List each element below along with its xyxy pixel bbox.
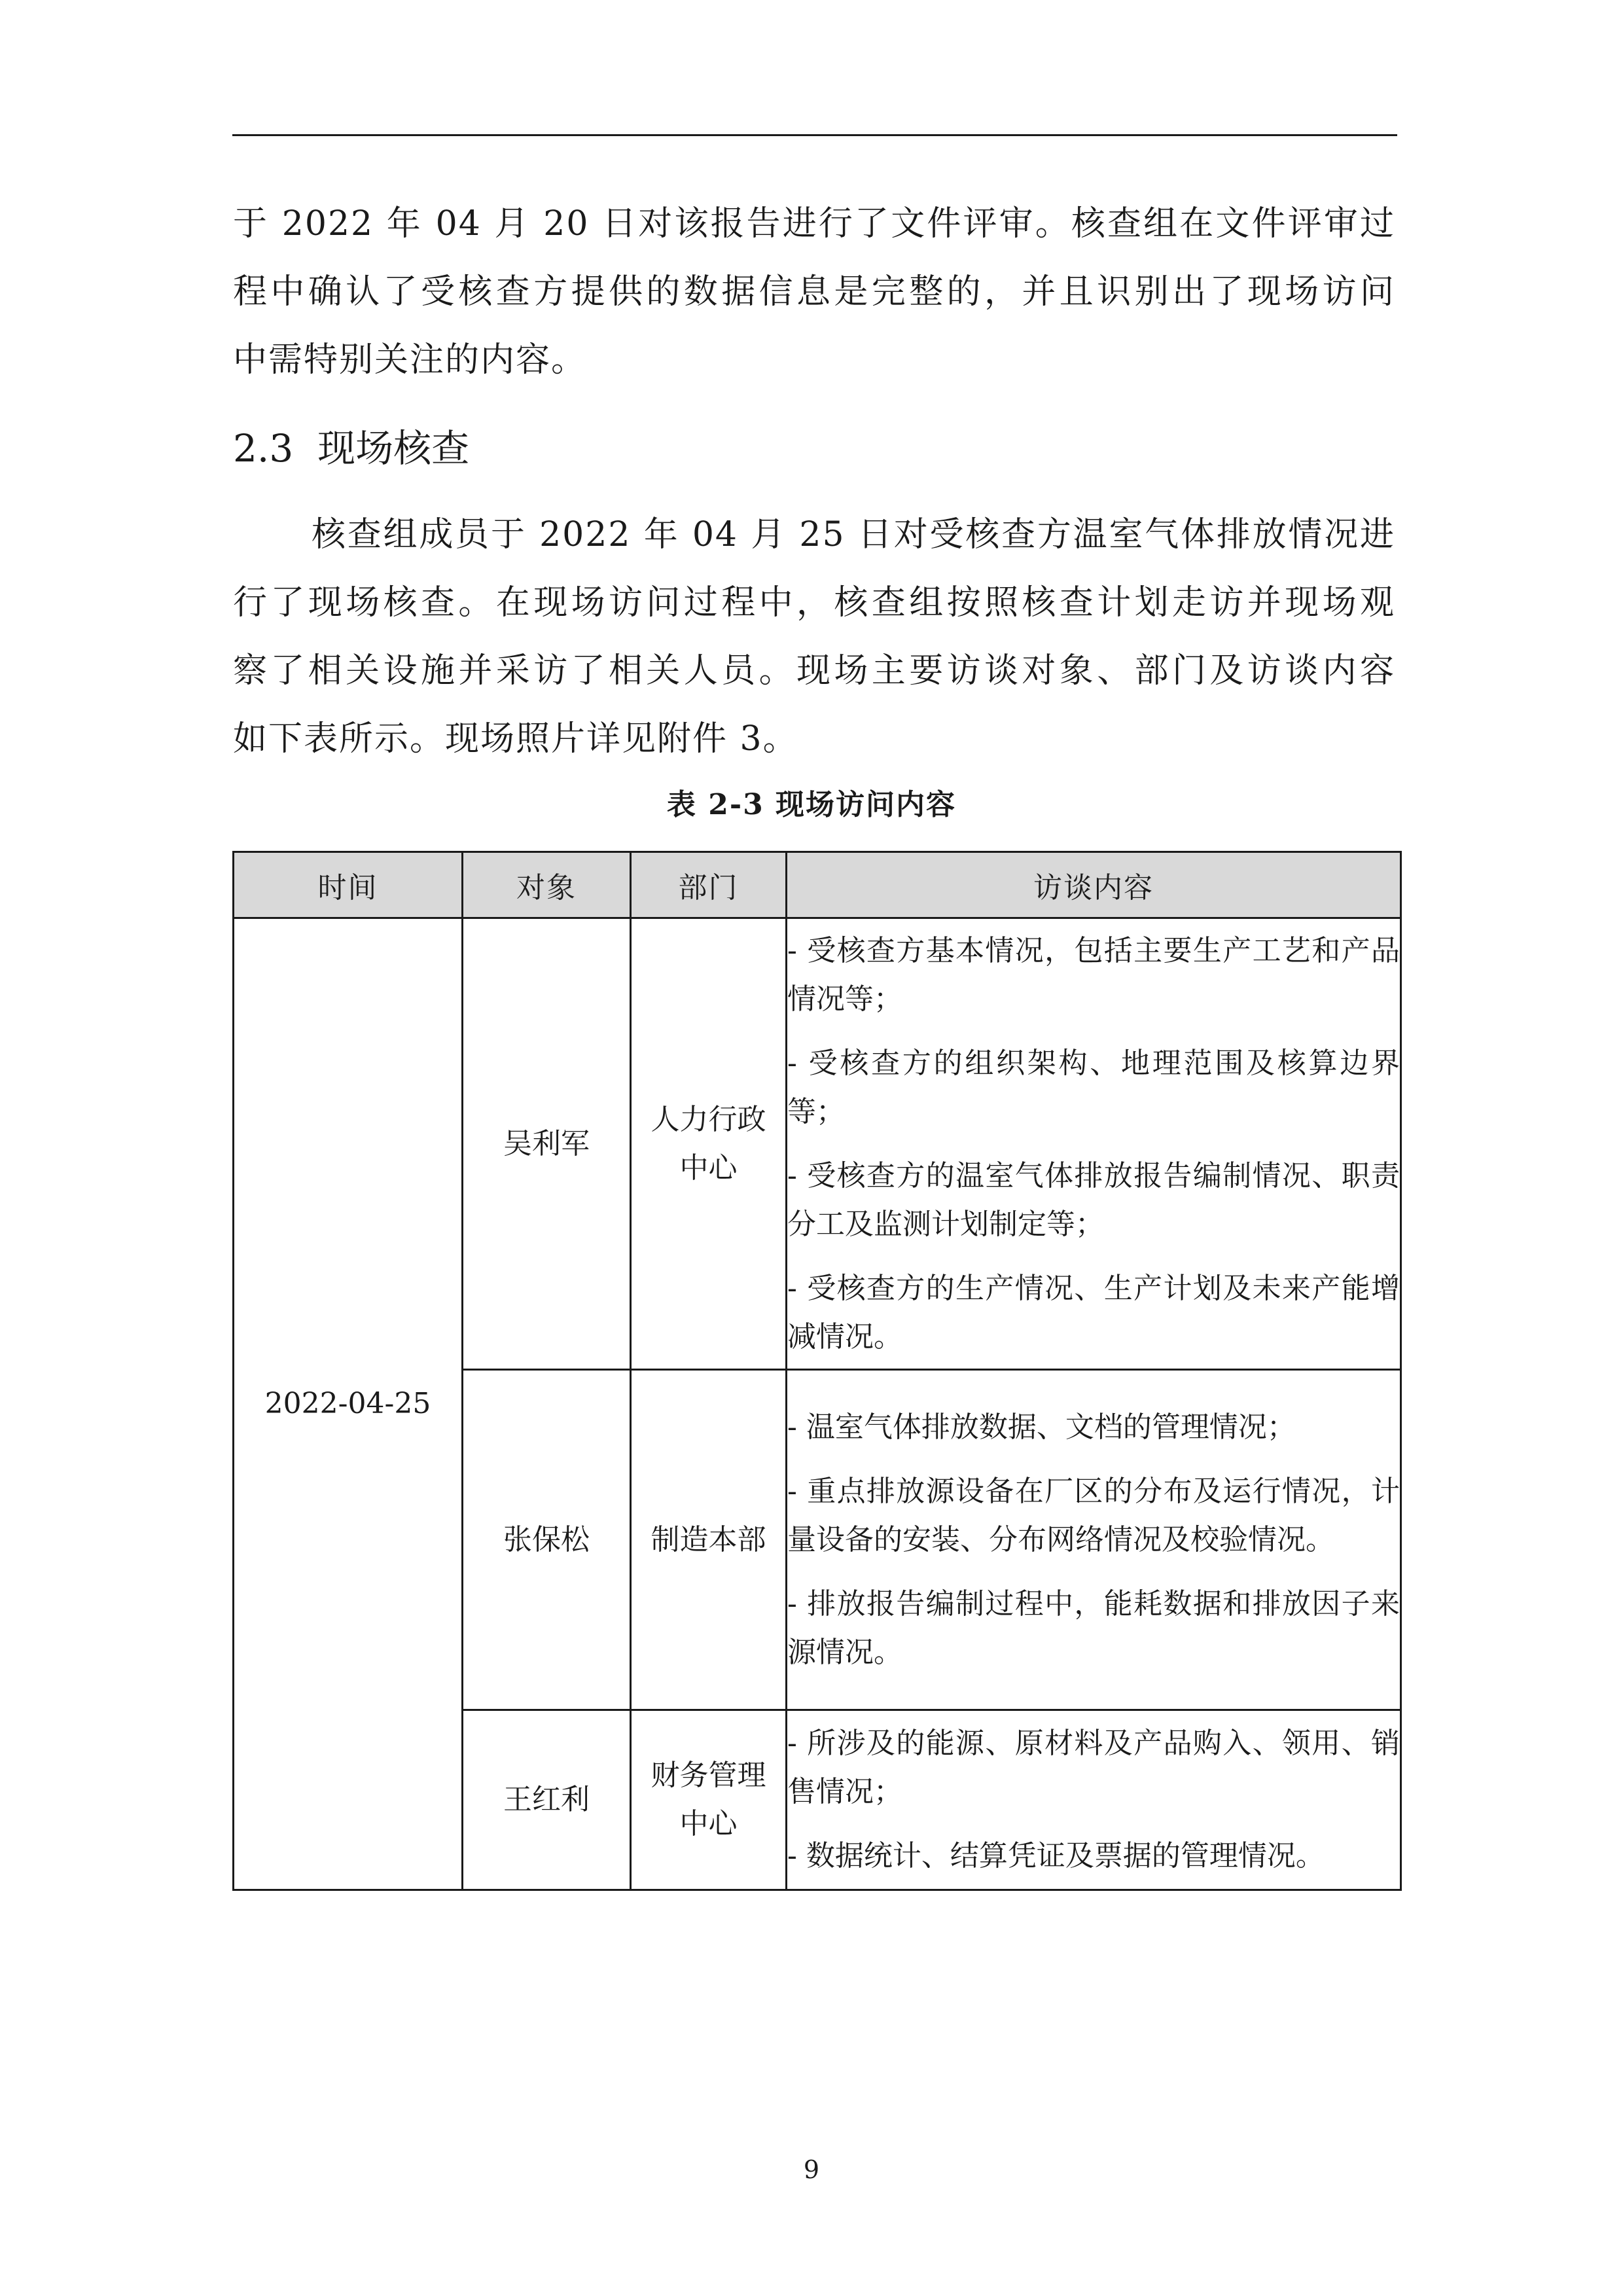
paragraph-line: 行了现场核查。在现场访问过程中，核查组按照核查计划走访并现场观 bbox=[233, 583, 1395, 622]
intro-paragraph bbox=[233, 190, 1395, 394]
paragraph-line: 中需特别关注的内容。 bbox=[233, 340, 587, 380]
header-rule bbox=[232, 134, 1397, 136]
header-person: 对象 bbox=[463, 852, 631, 918]
body-paragraph bbox=[233, 501, 1395, 773]
content-item: - 排放报告编制过程中，能耗数据和排放因子来源情况。 bbox=[787, 1587, 1400, 1669]
header-content: 访谈内容 bbox=[787, 852, 1401, 918]
paragraph-line: 核查组成员于 2022 年 04 月 25 日对受核查方温室气体排放情况进 bbox=[312, 515, 1395, 554]
visit-content-table bbox=[232, 851, 1402, 1891]
interviewee: 王红利 bbox=[463, 1710, 631, 1890]
visit-date: 2022-04-25 bbox=[234, 918, 463, 1890]
department: 人力行政中心 bbox=[631, 918, 787, 1370]
paragraph-line: 如下表所示。现场照片详见附件 3。 bbox=[233, 719, 798, 759]
section-title: 现场核查 bbox=[317, 426, 470, 471]
content-item: - 受核查方的生产情况、生产计划及未来产能增减情况。 bbox=[787, 1271, 1400, 1354]
content-item: - 重点排放源设备在厂区的分布及运行情况，计量设备的安装、分布网络情况及校验情况。 bbox=[787, 1474, 1400, 1556]
content-item: - 受核查方的组织架构、地理范围及核算边界等； bbox=[787, 1046, 1400, 1128]
interview-content bbox=[787, 1710, 1401, 1890]
table-caption: 表 2-3 现场访问内容 bbox=[666, 788, 957, 821]
content-item: - 所涉及的能源、原材料及产品购入、领用、销售情况； bbox=[787, 1727, 1400, 1808]
section-heading bbox=[233, 419, 469, 478]
paragraph-line: 察了相关设施并采访了相关人员。现场主要访谈对象、部门及访谈内容 bbox=[233, 651, 1395, 691]
header-department: 部门 bbox=[631, 852, 787, 918]
page-number: 9 bbox=[803, 2155, 820, 2184]
table-row bbox=[234, 918, 1401, 1370]
paragraph-line: 程中确认了受核查方提供的数据信息是完整的，并且识别出了现场访问 bbox=[233, 272, 1395, 312]
header-time: 时间 bbox=[234, 852, 463, 918]
department: 财务管理中心 bbox=[631, 1710, 787, 1890]
content-item: - 受核查方的温室气体排放报告编制情况、职责分工及监测计划制定等； bbox=[787, 1158, 1400, 1241]
interview-content bbox=[787, 1370, 1401, 1710]
interviewee: 张保松 bbox=[463, 1370, 631, 1710]
content-item: - 温室气体排放数据、文档的管理情况； bbox=[787, 1410, 1296, 1444]
section-number: 2.3 bbox=[233, 426, 294, 471]
table-header-row bbox=[234, 852, 1401, 918]
paragraph-line: 于 2022 年 04 月 20 日对该报告进行了文件评审。核查组在文件评审过 bbox=[233, 204, 1395, 243]
content-item: - 数据统计、结算凭证及票据的管理情况。 bbox=[787, 1839, 1325, 1873]
content-item: - 受核查方基本情况，包括主要生产工艺和产品情况等； bbox=[787, 933, 1400, 1016]
department: 制造本部 bbox=[631, 1370, 787, 1710]
interviewee: 吴利军 bbox=[463, 918, 631, 1370]
interview-content bbox=[787, 918, 1401, 1370]
